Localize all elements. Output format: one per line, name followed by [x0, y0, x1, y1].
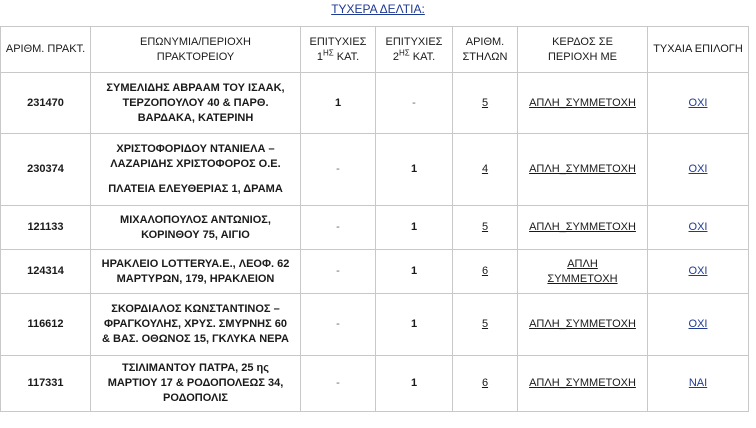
table-row: [1, 206, 749, 250]
header-random-pick: ΤΥΧΑΙΑ ΕΠΙΛΟΓΗ: [648, 27, 749, 73]
agency-name-line: ΣΥΜΕΛΙΔΗΣ ΑΒΡΑΑΜ ΤΟΥ ΙΣΑΑΚ,: [106, 81, 285, 94]
columns-cell: [453, 250, 518, 294]
random-pick-link[interactable]: ΟΧΙ: [688, 318, 708, 330]
first-category-wins-cell: [301, 250, 376, 294]
first-category-wins-cell: [301, 206, 376, 250]
agency-name-line: ΤΕΡΖΟΠΟΥΛΟΥ 40 & ΠΑΡΘ.: [122, 96, 269, 109]
agency-name-cell: [91, 294, 301, 356]
columns-link[interactable]: 6: [481, 377, 489, 389]
first-category-wins: -: [336, 377, 340, 389]
random-pick-link[interactable]: ΟΧΙ: [688, 163, 708, 175]
header-profit: ΚΕΡΔΟΣ ΣΕ ΠΕΡΙΟΧΗ ΜΕ: [518, 27, 648, 73]
agent-number: 124314: [27, 265, 64, 277]
page-title: ΤΥΧΕΡΑ ΔΕΛΤΙΑ:: [331, 2, 425, 16]
profit-link[interactable]: ΑΠΛΗ_ΣΥΜΜΕΤΟΧΗ: [529, 163, 636, 175]
second-category-wins: 1: [410, 221, 418, 233]
agency-name-line: ΤΣΙΛΙΜΑΝΤΟΥ ΠΑΤΡΑ, 25 ης: [122, 362, 269, 374]
columns-link[interactable]: 5: [481, 96, 489, 109]
second-category-wins: 1: [410, 318, 418, 330]
columns-link[interactable]: 5: [481, 221, 489, 233]
table-row: [1, 250, 749, 294]
agency-name-line: ΜΙΧΑΛΟΠΟΥΛΟΣ ΑΝΤΩΝΙΟΣ,: [120, 213, 271, 226]
columns-cell: [453, 294, 518, 356]
agency-name-cell: [91, 356, 301, 412]
random-pick-cell: [648, 294, 749, 356]
agency-name-cell: [91, 134, 301, 206]
first-category-wins-cell: [301, 73, 376, 134]
agency-name-line: ΜΑΡΤΥΡΩΝ, 179, ΗΡΑΚΛΕΙΟΝ: [116, 272, 275, 285]
agency-name-line: ΛΑΖΑΡΙΔΗΣ ΧΡΙΣΤΟΦΟΡΟΣ Ο.Ε.: [110, 158, 281, 170]
random-pick-cell: [648, 356, 749, 412]
profit-cell: [518, 134, 648, 206]
random-pick-cell: [648, 134, 749, 206]
agent-number-cell: [1, 250, 91, 294]
second-category-wins-cell: [376, 134, 453, 206]
header-agency-name: ΕΠΩΝΥΜΙΑ/ΠΕΡΙΟΧΗ ΠΡΑΚΤΟΡΕΙΟΥ: [91, 27, 301, 73]
columns-cell: [453, 134, 518, 206]
agency-name-line: ΜΑΡΤΙΟΥ 17 & ΡΟΔΟΠΟΛΕΩΣ 34,: [107, 377, 284, 389]
profit-link[interactable]: ΑΠΛΗ_ΣΥΜΜΕΤΟΧΗ: [529, 377, 636, 389]
agent-number-cell: [1, 73, 91, 134]
agency-name-line: ΚΟΡΙΝΘΟΥ 75, ΑΙΓΙΟ: [141, 228, 250, 241]
profit-cell: [518, 294, 648, 356]
agent-number: 231470: [27, 96, 64, 109]
header-first-category: ΕΠΙΤΥΧΙΕΣ $1^{H\Sigma}$ ΚΑΤ.: [301, 27, 376, 73]
agency-name-line: ΧΡΙΣΤΟΦΟΡΙΔΟΥ ΝΤΑΝΙΕΛΑ –: [116, 143, 275, 155]
agency-name-line: ΦΡΑΓΚΟΥΛΗΣ, ΧΡΥΣ. ΣΜΥΡΝΗΣ 60: [103, 318, 288, 330]
profit-link[interactable]: ΣΥΜΜΕΤΟΧΗ: [547, 272, 618, 285]
table-row: [1, 356, 749, 412]
agent-number-cell: [1, 206, 91, 250]
profit-cell: [518, 250, 648, 294]
second-category-wins-cell: [376, 206, 453, 250]
profit-link[interactable]: ΑΠΛΗ_ΣΥΜΜΕΤΟΧΗ: [529, 96, 636, 109]
profit-link[interactable]: ΑΠΛΗ_ΣΥΜΜΕΤΟΧΗ: [529, 318, 636, 330]
profit-cell: [518, 356, 648, 412]
second-category-wins-cell: [376, 73, 453, 134]
profit-cell: [518, 206, 648, 250]
columns-cell: [453, 73, 518, 134]
columns-link[interactable]: 6: [481, 265, 489, 277]
agency-name-cell: [91, 206, 301, 250]
second-category-wins-cell: [376, 356, 453, 412]
second-category-wins-cell: [376, 250, 453, 294]
random-pick-link[interactable]: ΟΧΙ: [688, 221, 708, 233]
random-pick-link[interactable]: ΟΧΙ: [688, 96, 708, 109]
agent-number-cell: [1, 134, 91, 206]
first-category-wins-cell: [301, 294, 376, 356]
profit-link[interactable]: ΑΠΛΗ: [567, 257, 598, 270]
header-agent-no: ΑΡΙΘΜ. ΠΡΑΚΤ.: [1, 27, 91, 73]
second-category-wins: -: [412, 96, 416, 109]
first-category-wins-cell: [301, 356, 376, 412]
header-columns: ΑΡΙΘΜ. ΣΤΗΛΩΝ: [453, 27, 518, 73]
line-gap: [93, 172, 298, 182]
agent-number: 121133: [27, 221, 64, 233]
agency-name-line: ΒΑΡΔΑΚΑ, ΚΑΤΕΡΙΝΗ: [137, 111, 254, 124]
agent-number: 117331: [27, 377, 64, 389]
random-pick-link[interactable]: ΟΧΙ: [688, 265, 708, 277]
table-header-row: [1, 27, 749, 73]
profit-cell: [518, 73, 648, 134]
second-category-wins: 1: [410, 163, 418, 175]
header-second-category: ΕΠΙΤΥΧΙΕΣ $2^{H\Sigma}$ ΚΑΤ.: [376, 27, 453, 73]
profit-link[interactable]: ΑΠΛΗ_ΣΥΜΜΕΤΟΧΗ: [529, 221, 636, 233]
first-category-wins: -: [336, 265, 340, 277]
first-category-wins: 1: [334, 96, 342, 109]
agency-name-line: & ΒΑΣ. ΟΘΩΝΟΣ 15, ΓΚΛΥΚΑ ΝΕΡΑ: [102, 333, 289, 345]
agency-name-line: ΣΚΟΡΔΙΑΛΟΣ ΚΩΝΣΤΑΝΤΙΝΟΣ –: [111, 303, 280, 315]
second-category-wins: 1: [410, 265, 418, 277]
agency-name-line: ΠΛΑΤΕΙΑ ΕΛΕΥΘΕΡΙΑΣ 1, ΔΡΑΜΑ: [108, 183, 283, 195]
columns-cell: [453, 206, 518, 250]
table-row: [1, 73, 749, 134]
first-category-wins: -: [336, 318, 340, 330]
agency-name-cell: [91, 73, 301, 134]
columns-cell: [453, 356, 518, 412]
random-pick-cell: [648, 250, 749, 294]
agency-name-line: ΗΡΑΚΛΕΙΟ LOTTERYA.E., ΛΕΟΦ. 62: [101, 257, 290, 270]
winning-tickets-table: [0, 26, 749, 412]
first-category-wins: -: [336, 163, 340, 175]
random-pick-cell: [648, 206, 749, 250]
agent-number-cell: [1, 356, 91, 412]
second-category-wins-cell: [376, 294, 453, 356]
agent-number-cell: [1, 294, 91, 356]
random-pick-cell: [648, 73, 749, 134]
columns-link[interactable]: 4: [481, 163, 489, 175]
second-category-wins: 1: [410, 377, 418, 389]
table-row: [1, 294, 749, 356]
agent-number: 116612: [27, 318, 64, 330]
table-row: [1, 134, 749, 206]
agent-number: 230374: [27, 163, 64, 175]
agency-name-cell: [91, 250, 301, 294]
first-category-wins-cell: [301, 134, 376, 206]
random-pick-link[interactable]: ΝΑΙ: [688, 377, 708, 389]
columns-link[interactable]: 5: [481, 318, 489, 330]
agency-name-line: ΡΟΔΟΠΟΛΙΣ: [163, 392, 228, 404]
first-category-wins: -: [336, 221, 340, 233]
